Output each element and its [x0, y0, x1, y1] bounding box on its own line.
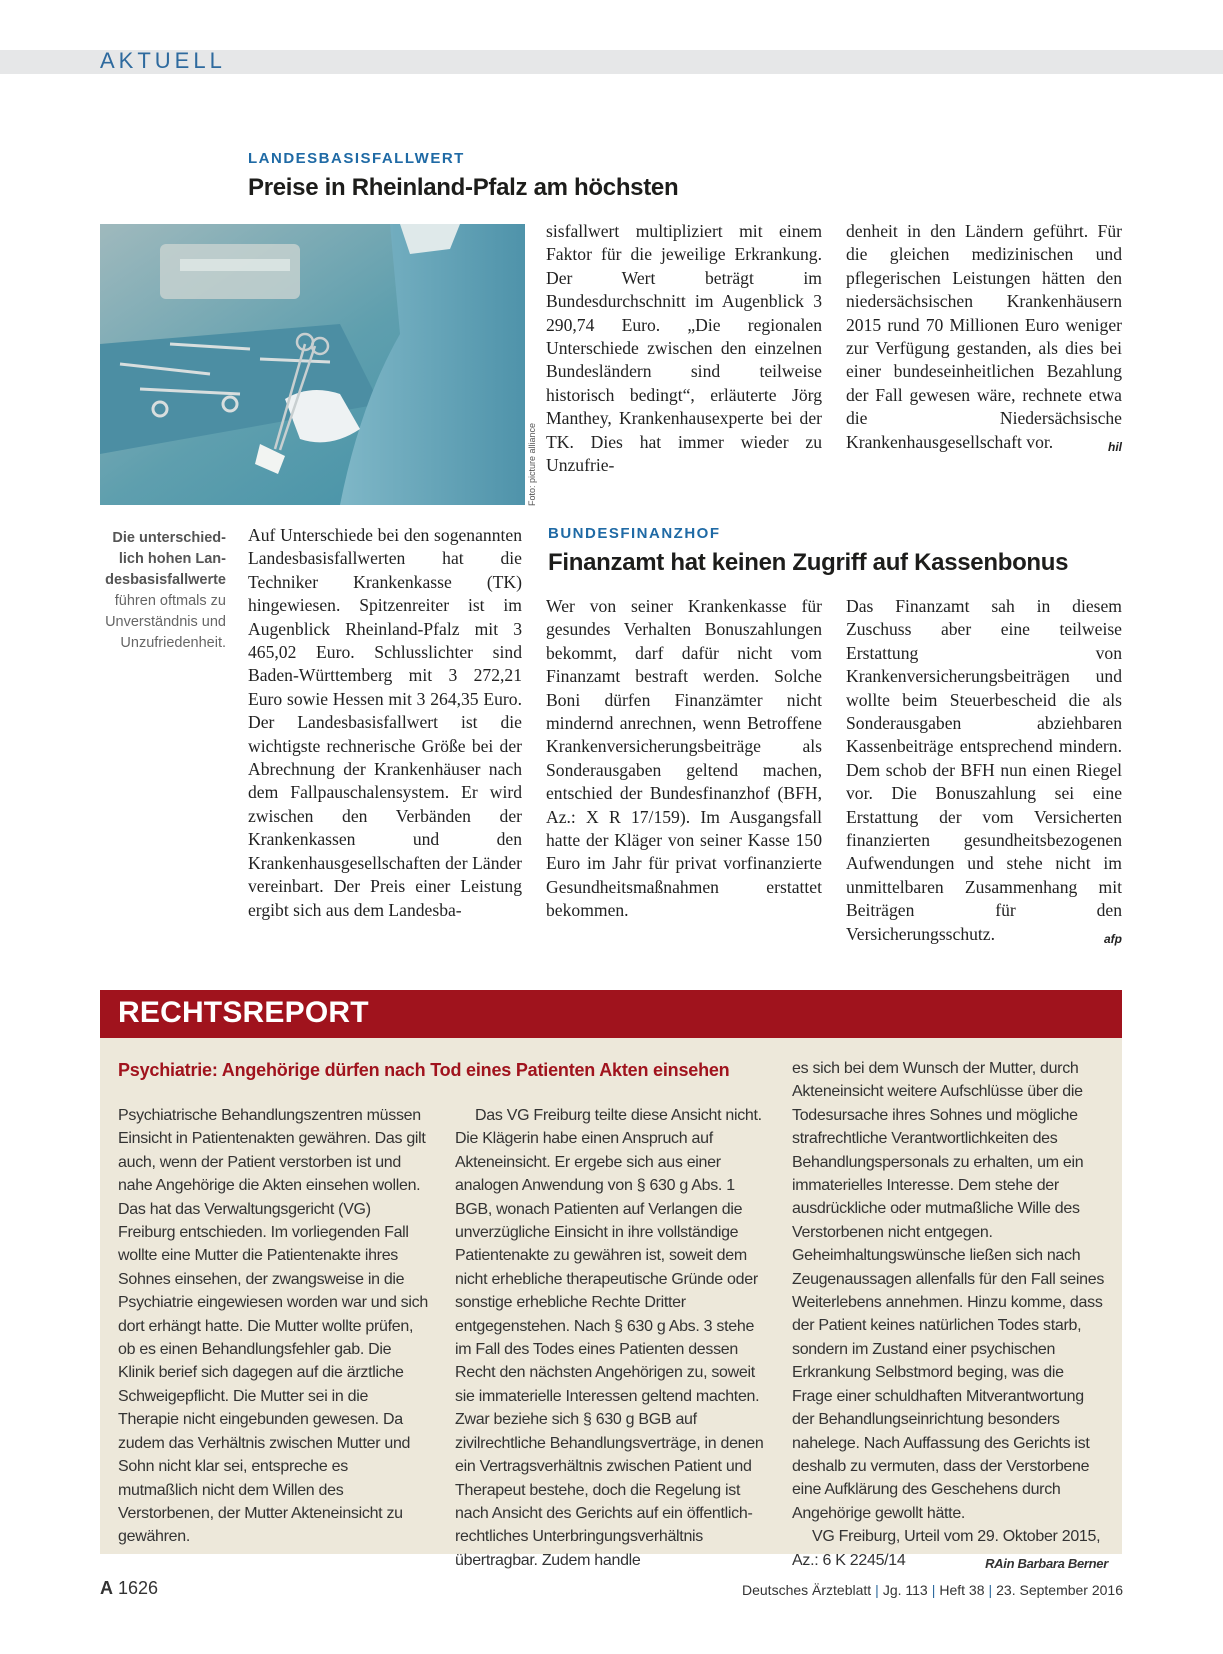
photo-credit: Foto: picture alliance [527, 422, 537, 506]
article1-author: hil [1108, 439, 1122, 454]
article2-kicker: BUNDESFINANZHOF [548, 525, 721, 542]
article2-column-2-text: Das Finanzamt sah in diesem Zuschuss aber eine teilweise Erstattung von Krankenversicherungsbeiträgen und wollte beim Steuerbescheid die als Sonderausgaben abziehbaren Kassenbeiträge entsprechend mindern. Dem schob der BFH nun einen Riegel vor. Die Bonuszahlung sei eine Erstattung der vom Versicherten finanzierten gesundheitsbezogenen Aufwendungen und stehe nicht im unmittelbaren Zusammenhang mit Beiträgen für den Versicherungsschutz. [846, 596, 1122, 944]
rechtsreport-column-2: Das VG Freiburg teilte diese Ansicht nicht. Die Klägerin habe einen Anspruch auf Akteneinsicht. Er ergebe sich aus einer analogen Anwendung von § 630 g Abs. 1 BGB, wonach Patienten auf Verlangen die unverzügliche Einsicht in ihre vollständige Patientenakte zu gewähren ist, soweit dem nicht erhebliche therapeutische Gründe oder sonstige erhebliche Rechte Dritter entgegenstehen. Nach § 630 g Abs. 3 stehe im Fall des Todes eines Patienten dessen Recht den nächsten Angehörigen zu, soweit sie immaterielle Interessen geltend machten. Zwar beziehe sich § 630 g BGB auf zivilrechtliche Behandlungsverträge, in denen ein Vertragsverhältnis zwischen Patient und Therapeut bestehe, doch die Regelung ist nach Ansicht des Gerichts auf ein öffentlich-rechtliches Unterbringungsverhältnis übertragbar. Zudem handle [455, 1107, 764, 1569]
article1-column-1: Auf Unterschiede bei den sogenannten Landesbasisfallwerten hat die Techniker Krankenkasse (TK) hingewiesen. Spitzenreiter ist im Augenblick Rheinland-Pfalz mit 3 465,02 Euro. Schlusslichter sind Baden-Württemberg mit 3 272,21 Euro sowie Hessen mit 3 264,35 Euro. Der Landesbasisfallwert ist die wichtigste rechnerische Größe bei der Abrechnung der Krankenhäuser nach dem Fallpauschalensystem. Er wird zwischen den Verbänden der Krankenkassen und den Krankenhausgesellschaften der Länder vereinbart. Der Preis einer Leistung ergibt sich aus dem Landesba- [248, 525, 522, 920]
journal-volume: Jg. 113 [882, 1582, 928, 1598]
article2-column-2 [846, 595, 1122, 951]
page-number-value: 1626 [118, 1578, 159, 1598]
article2-column-1: Wer von seiner Krankenkasse für gesundes Verhalten Bonuszahlungen bekommt, darf dafür nicht vom Finanzamt bestraft werden. Solche Boni dürfen Finanzämter nicht mindernd anrechnen, wenn Betroffene Krankenversicherungsbeiträge als Sonderausgaben geltend machen, entschied der Bundesfinanzhof (BFH, Az.: X R 17/159). Im Ausgangsfall hatte der Kläger von seiner Kasse 150 Euro im Jahr für privat vorfinanzierte Gesundheitsmaßnahmen erstattet bekommen. [546, 596, 822, 921]
photo-caption [100, 528, 226, 654]
caption-lead: Die unterschied-lich hohen Lan-desbasisfallwerte [105, 530, 226, 588]
article1-headline: Preise in Rheinland-Pfalz am höchsten [248, 174, 679, 201]
rechtsreport-subtitle: Psychiatrie: Angehörige dürfen nach Tod eines Patienten Akten einsehen [118, 1060, 730, 1080]
rechtsreport-author: RAin Barbara Berner [985, 1555, 1108, 1571]
article1-column-3-text: denheit in den Ländern geführt. Für die gleichen medizinischen und pflegerischen Leistungen hätten den niedersächsischen Krankenhäusern 2015 rund 70 Millionen Euro weniger zur Verfügung gestanden, als dies bei einer bundeseinheitlichen Bezahlung der Fall gewesen wäre, rechnete etwa die Niedersächsische Krankenhausgesellschaft vor. [846, 221, 1122, 452]
rechtsreport-column-3-text: es sich bei dem Wunsch der Mutter, durch Akteneinsicht weitere Aufschlüsse über die Todesursache ihres Sohnes und mögliche strafrechtliche Verantwortlichkeiten des Behandlungspersonals zu erhalten, um ein immaterielles Interesse. Dem stehe der ausdrückliche oder mutmaßliche Wille des Verstorbenen nicht entgegen. Geheimhaltungswünsche ließen sich nach Zeugenaussagen allenfalls für den Fall seines Weiterlebens annehmen. Hinzu komme, dass der Patient keines natürlichen Todes starb, sondern im Zustand einer psychischen Erkrankung Selbstmord beging, was die Frage einer schuldhaften Mitverantwortung der Behandlungseinrichtung besonders nahelege. Nach Auffassung des Gerichts ist deshalb zu vermuten, dass der Verstorbene eine Aufklärung des Geschehens durch Angehörige gewollt hätte. [792, 1060, 1105, 1522]
rechtsreport-title: RECHTSREPORT [118, 996, 369, 1029]
journal-name: Deutsches Ärzteblatt [742, 1582, 872, 1598]
page-number [100, 1578, 158, 1599]
article2-headline: Finanzamt hat keinen Zugriff auf Kassenbonus [548, 549, 1069, 576]
journal-issue: Heft 38 [939, 1582, 985, 1598]
caption-text: führen oftmals zu Unverständnis und Unzufriedenheit. [105, 593, 226, 651]
section-label: AKTUELL [100, 48, 226, 73]
article1-column-3 [846, 220, 1122, 459]
rechtsreport-citation-row [792, 1525, 1108, 1572]
surgery-photo [100, 224, 525, 505]
rechtsreport-column-1: Psychiatrische Behandlungszentren müssen Einsicht in Patientenakten gewähren. Das gilt auch, wenn der Patient verstorben ist und nahe Angehörige die Akten einsehen wollen. Das hat das Verwaltungsgericht (VG) Freiburg entschieden. Im vorliegenden Fall wollte eine Mutter die Patientenakte ihres Sohnes einsehen, der zwangsweise in die Psychiatrie eingewiesen worden war und sich dort erhängt hatte. Die Mutter wollte prüfen, ob es einen Behandlungsfehler gab. Die Klinik berief sich dagegen auf die ärztliche Schweigepflicht. Die Mutter sei in die Therapie nicht eingebunden gewesen. Da zudem das Verhältnis zwischen Mutter und Sohn nicht klar sei, entspreche es mutmaßlich nicht dem Willen des Verstorbenen, der Mutter Akteneinsicht zu gewähren. [118, 1107, 428, 1546]
journal-footer: Deutsches Ärzteblatt | Jg. 113 | Heft 38 | 23. September 2016 [742, 1582, 1123, 1598]
article1-kicker: LANDESBASISFALLWERT [248, 150, 465, 167]
journal-date: 23. September 2016 [996, 1582, 1123, 1598]
rechtsreport-citation: VG Freiburg, Urteil vom 29. Oktober 2015, Az.: 6 K 2245/14 [792, 1528, 1101, 1569]
rechtsreport-column-3 [792, 1057, 1108, 1575]
article2-author: afp [1104, 931, 1122, 946]
page-prefix: A [100, 1578, 113, 1598]
article1-column-2: sisfallwert multipliziert mit einem Faktor für die jeweilige Erkrankung. Der Wert beträgt im Bundesdurchschnitt im Augenblick 3 290,74 Euro. „Die regionalen Unterschiede zwischen den einzelnen Bundesländern sind teilweise historisch bedingt“, erläuterte Jörg Manthey, Krankenhausexperte bei der TK. Dies hat immer wieder zu Unzufrie- [546, 221, 822, 476]
